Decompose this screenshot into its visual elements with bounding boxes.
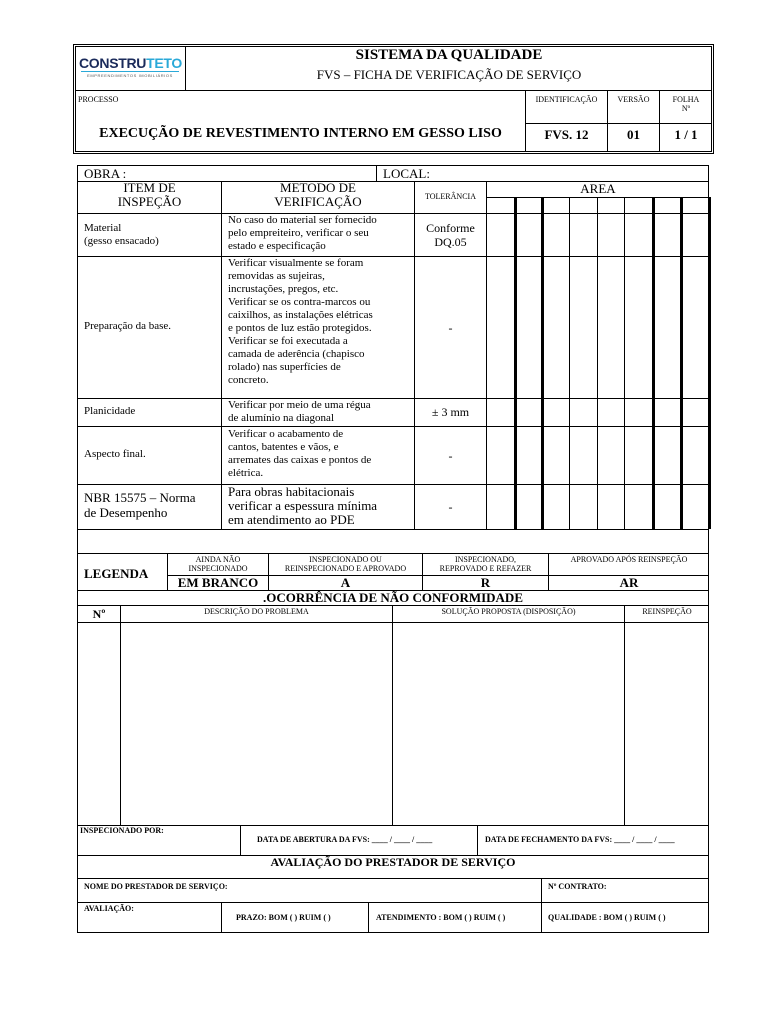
- contract-field[interactable]: Nº CONTRATO:: [548, 882, 607, 891]
- sheet-label: FOLHA Nº: [672, 95, 700, 113]
- sheet-value: 1 / 1: [674, 127, 698, 142]
- process-label: PROCESSO: [78, 95, 119, 104]
- area-grid-line: [541, 197, 544, 529]
- row4-method: Verificar o acabamento de cantos, batentes e vãos, e arremates das caixas e pontos de elétrica.: [228, 428, 372, 479]
- col-solution-header: SOLUÇÃO PROPOSTA (DISPOSIÇÃO): [441, 607, 576, 616]
- legend-code-1: EM BRANCO: [177, 575, 259, 590]
- row1-item: Material (gesso ensacado): [84, 222, 159, 247]
- col-method-header: METODO DE VERIFICAÇÃO: [274, 180, 362, 209]
- logo-text-2: TETO: [146, 55, 183, 71]
- legend-code-4: AR: [619, 575, 639, 590]
- col-problem-header: DESCRIÇÃO DO PROBLEMA: [204, 607, 309, 616]
- area-grid-line: [624, 197, 625, 529]
- row3-method: Verificar por meio de uma régua de alumínio na diagonal: [228, 399, 371, 424]
- id-value: FVS. 12: [544, 127, 589, 142]
- legend-desc-4: APROVADO APÓS REINSPEÇÃO: [570, 555, 688, 564]
- quality-rating[interactable]: QUALIDADE : BOM ( ) RUIM ( ): [548, 913, 666, 922]
- row4-tolerance: -: [448, 449, 453, 463]
- legend-code-2: A: [340, 575, 351, 590]
- row3-item: Planicidade: [84, 405, 136, 417]
- row1-tolerance: Conforme DQ.05: [426, 221, 475, 249]
- area-grid-line: [708, 197, 711, 529]
- col-area-header: AREA: [580, 181, 616, 196]
- row2-method: Verificar visualmente se foram removidas as sujeiras, incrustações, pregos, etc. Verificar se os contra-marcos ou caixilhos, as instalações elétricas e pontos de luz estão protegidos. Verificar se foi executada a camada de aderência (chapisco rolado) nas superfícies de concreto.: [228, 257, 373, 386]
- area-grid-line: [597, 197, 598, 529]
- area-grid-line: [569, 197, 570, 529]
- version-label: VERSÃO: [617, 95, 650, 104]
- legend-title: LEGENDA: [84, 566, 149, 581]
- legend-code-3: R: [480, 575, 491, 590]
- col-item-header: ITEM DE INSPEÇÃO: [117, 180, 182, 209]
- col-tolerance-header: TOLERÂNCIA: [425, 192, 476, 201]
- row4-item: Aspecto final.: [84, 448, 146, 460]
- logo-text-1: CONSTRU: [79, 55, 147, 71]
- company-logo: [79, 52, 181, 84]
- version-value: 01: [627, 127, 640, 142]
- local-field[interactable]: LOCAL:: [383, 166, 430, 181]
- row1-method: No caso do material ser fornecido pelo empreiteiro, verificar o seu estado e especificação: [228, 214, 377, 252]
- service-rating[interactable]: ATENDIMENTO : BOM ( ) RUIM ( ): [376, 913, 506, 922]
- row2-item: Preparação da base.: [84, 320, 172, 332]
- system-title: SISTEMA DA QUALIDADE: [355, 47, 543, 63]
- row3-tolerance: ± 3 mm: [431, 405, 470, 419]
- area-grid-line: [514, 197, 517, 529]
- inspected-by-field[interactable]: INSPECIONADO POR:: [80, 826, 164, 835]
- logo-tagline: EMPREENDIMENTOS IMOBILIÁRIOS: [87, 73, 173, 78]
- id-label: IDENTIFICAÇÃO: [535, 95, 598, 104]
- row5-item: NBR 15575 – Norma de Desempenho: [84, 490, 196, 520]
- form-title: FVS – FICHA DE VERIFICAÇÃO DE SERVIÇO: [316, 67, 582, 82]
- col-reinspection-header: REINSPEÇÃO: [642, 607, 692, 616]
- close-date-field[interactable]: DATA DE FECHAMENTO DA FVS: ____ / ____ / ____: [485, 835, 675, 844]
- legend-desc-2: INSPECIONADO OU REINSPECIONADO E APROVADO: [284, 555, 407, 573]
- legend-desc-1: AINDA NÃO INSPECIONADO: [188, 555, 248, 573]
- provider-name-field[interactable]: NOME DO PRESTADOR DE SERVIÇO:: [84, 882, 228, 891]
- obra-field[interactable]: OBRA :: [84, 166, 127, 181]
- open-date-field[interactable]: DATA DE ABERTURA DA FVS: ____ / ____ / ____: [257, 835, 433, 844]
- row5-method: Para obras habitacionais verificar a espessura mínima em atendimento ao PDE: [228, 484, 378, 527]
- area-grid-line: [680, 197, 683, 529]
- legend-desc-3: INSPECIONADO, REPROVADO E REFAZER: [439, 555, 532, 573]
- rating-label: AVALIAÇÃO:: [84, 904, 134, 913]
- col-number-header: Nº: [92, 607, 106, 621]
- row2-tolerance: -: [448, 321, 453, 335]
- deadline-rating[interactable]: PRAZO: BOM ( ) RUIM ( ): [236, 913, 331, 922]
- row5-tolerance: -: [448, 500, 453, 514]
- nonconformity-title: .OCORRÊNCIA DE NÃO CONFORMIDADE: [262, 590, 523, 605]
- area-grid-line: [652, 197, 655, 529]
- evaluation-title: AVALIAÇÃO DO PRESTADOR DE SERVIÇO: [270, 855, 516, 869]
- process-value: EXECUÇÃO DE REVESTIMENTO INTERNO EM GESSO LISO: [99, 126, 502, 141]
